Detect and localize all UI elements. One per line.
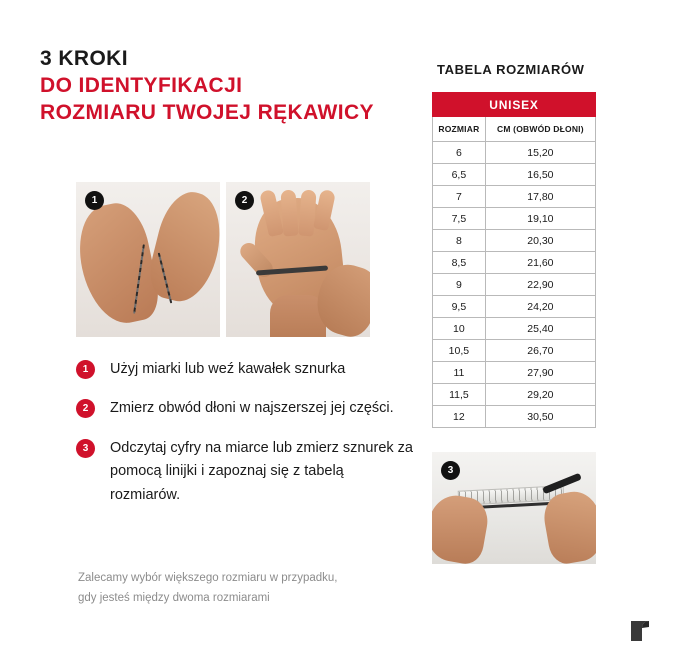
measuring-palm-photo xyxy=(226,182,370,337)
step-text: Użyj miarki lub weź kawałek sznurka xyxy=(110,361,346,377)
table-banner-unisex: UNISEX xyxy=(433,93,596,117)
cell-cm: 30,50 xyxy=(485,406,595,428)
cell-size: 6 xyxy=(433,142,486,164)
step-number-badge: 2 xyxy=(76,399,95,418)
footnote-line-1: Zalecamy wybór większego rozmiaru w przypadku, xyxy=(78,572,338,584)
cell-cm: 20,30 xyxy=(485,230,595,252)
table-row xyxy=(433,208,596,230)
table-row xyxy=(433,274,596,296)
photo-row xyxy=(76,182,370,337)
table-row xyxy=(433,296,596,318)
footnote xyxy=(78,568,408,608)
cell-cm: 29,20 xyxy=(485,384,595,406)
cell-size: 8,5 xyxy=(433,252,486,274)
cell-size: 11,5 xyxy=(433,384,486,406)
photo-badge-3: 3 xyxy=(441,461,460,480)
table-row xyxy=(433,318,596,340)
table-row xyxy=(433,406,596,428)
cell-cm: 19,10 xyxy=(485,208,595,230)
cell-size: 6,5 xyxy=(433,164,486,186)
step-text: Zmierz obwód dłoni w najszerszej jej części. xyxy=(110,400,394,417)
cell-size: 12 xyxy=(433,406,486,428)
cell-size: 11 xyxy=(433,362,486,384)
cell-size: 10,5 xyxy=(433,340,486,362)
list-item xyxy=(76,358,416,381)
steps-list xyxy=(76,358,416,523)
cell-size: 10 xyxy=(433,318,486,340)
table-row xyxy=(433,362,596,384)
finger-shape xyxy=(280,190,298,237)
cord-and-ruler-photo xyxy=(432,452,596,564)
cell-size: 8 xyxy=(433,230,486,252)
size-table xyxy=(432,92,596,428)
cell-cm: 25,40 xyxy=(485,318,595,340)
cell-cm: 21,60 xyxy=(485,252,595,274)
table-row xyxy=(433,142,596,164)
brand-logo-icon xyxy=(627,617,653,643)
table-row xyxy=(433,252,596,274)
step-number-badge: 1 xyxy=(76,360,95,379)
cell-size: 9 xyxy=(433,274,486,296)
headline-line-2: DO IDENTYFIKACJI xyxy=(40,73,243,97)
headline xyxy=(40,46,430,127)
cell-size: 9,5 xyxy=(433,296,486,318)
finger-shape xyxy=(298,190,316,237)
cell-cm: 24,20 xyxy=(485,296,595,318)
cell-size: 7 xyxy=(433,186,486,208)
headline-line-1: 3 KROKI xyxy=(40,47,128,70)
step-text: Odczytaj cyfry na miarce lub zmierz sznurek za pomocą linijki i zapoznaj się z tabelą rozmiarów. xyxy=(110,439,413,503)
headline-line-3: ROZMIARU TWOJEJ RĘKAWICY xyxy=(40,100,374,124)
table-column-header-size: ROZMIAR xyxy=(433,117,486,142)
cell-size: 7,5 xyxy=(433,208,486,230)
footnote-line-2: gdy jesteś między dwoma rozmiarami xyxy=(78,592,270,605)
cell-cm: 26,70 xyxy=(485,340,595,362)
cell-cm: 17,80 xyxy=(485,186,595,208)
cell-cm: 27,90 xyxy=(485,362,595,384)
table-row xyxy=(433,186,596,208)
photo-badge-2: 2 xyxy=(235,191,254,210)
table-row xyxy=(433,230,596,252)
photo-badge-1: 1 xyxy=(85,191,104,210)
list-item xyxy=(76,397,416,420)
table-title: TABELA ROZMIARÓW xyxy=(437,62,585,77)
table-row xyxy=(433,164,596,186)
cell-cm: 22,90 xyxy=(485,274,595,296)
table-row xyxy=(433,384,596,406)
step-number-badge: 3 xyxy=(76,439,95,458)
cord-in-hands-photo xyxy=(76,182,220,337)
list-item xyxy=(76,437,416,507)
cell-cm: 15,20 xyxy=(485,142,595,164)
table-row xyxy=(433,340,596,362)
cell-cm: 16,50 xyxy=(485,164,595,186)
table-column-header-cm: CM (OBWÓD DŁONI) xyxy=(485,117,595,142)
